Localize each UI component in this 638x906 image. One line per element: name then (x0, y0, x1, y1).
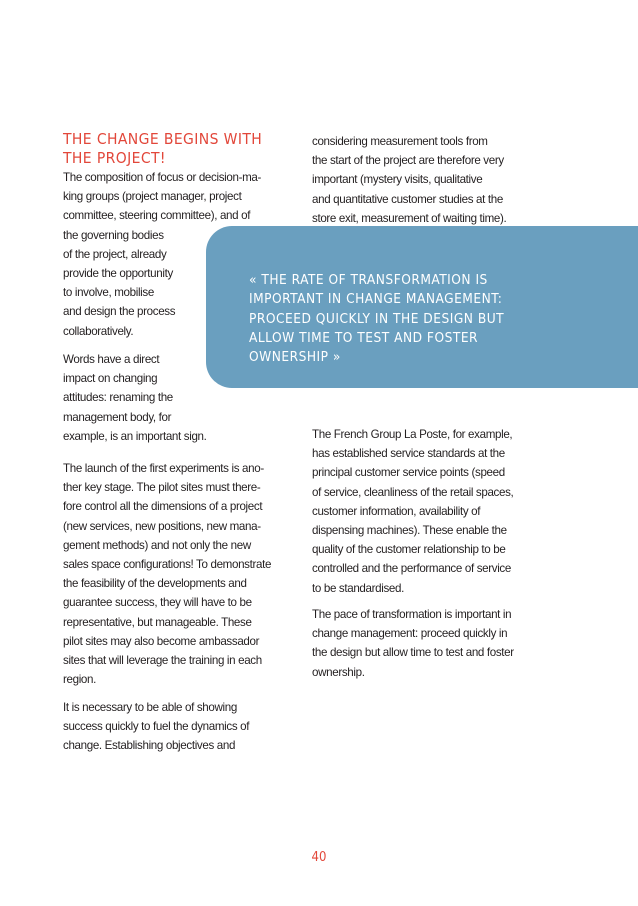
text-line: change. Establishing objectives and (63, 739, 236, 753)
text-line: ownership. (312, 665, 365, 679)
text-line: sites that will leverage the training in each (63, 654, 262, 668)
text-line: collaboratively. (63, 324, 134, 338)
page-number: 40 (311, 850, 327, 865)
quote-line: « THE RATE OF TRANSFORMATION IS (249, 272, 488, 288)
quote-line: PROCEED QUICKLY IN THE DESIGN BUT (249, 310, 505, 327)
text-line: success quickly to fuel the dynamics of (63, 720, 250, 734)
left-paragraph-words (63, 350, 207, 446)
text-line: (new services, new positions, new mana- (63, 519, 261, 533)
text-line: the start of the project are therefore very (312, 154, 504, 168)
pull-quote (249, 271, 504, 367)
text-line: store exit, measurement of waiting time). (312, 211, 507, 225)
text-line: provide the opportunity (63, 267, 173, 281)
quote-line: ALLOW TIME TO TEST AND FOSTER (249, 329, 479, 346)
text-line: committee, steering committee), and of (63, 209, 251, 223)
text-line: ther key stage. The pilot sites must there- (63, 481, 261, 495)
quote-line: OWNERSHIP » (249, 349, 341, 366)
text-line: quality of the customer relationship to be (312, 543, 506, 557)
quote-line: IMPORTANT IN CHANGE MANAGEMENT: (249, 291, 503, 308)
text-line: change management: proceed quickly in (312, 627, 508, 641)
text-line: representative, but manageable. These (63, 615, 252, 629)
text-line: pilot sites may also become ambassador (63, 634, 260, 648)
text-line: It is necessary to be able of showing (63, 701, 237, 714)
text-line: controlled and the performance of service (312, 562, 511, 576)
text-line: the design but allow time to test and foster (312, 646, 514, 660)
text-line: example, is an important sign. (63, 429, 207, 443)
text-line: considering measurement tools from (312, 135, 488, 148)
right-paragraph-measurement (312, 132, 506, 228)
text-line: king groups (project manager, project (63, 190, 242, 204)
text-line: principal customer service points (speed (312, 466, 505, 480)
right-paragraph-la-poste (312, 425, 513, 598)
left-paragraph-launch (63, 459, 271, 689)
text-line: Words have a direct (63, 353, 160, 366)
text-line: guarantee success, they will have to be (63, 596, 252, 610)
left-paragraph-showing-success (63, 698, 249, 756)
text-line: management body, for (63, 410, 172, 424)
text-line: the feasibility of the developments and (63, 577, 247, 591)
text-line: of the project, already (63, 247, 167, 261)
text-line: customer information, availability of (312, 504, 481, 518)
text-line: The pace of transformation is important in (312, 608, 512, 621)
text-line: and quantitative customer studies at the (312, 192, 503, 206)
text-line: important (mystery visits, qualitative (312, 173, 483, 187)
text-line: the governing bodies (63, 228, 164, 242)
section-heading (63, 130, 293, 168)
text-line: The composition of focus or decision-ma- (63, 171, 261, 184)
text-line: dispensing machines). These enable the (312, 524, 507, 538)
text-line: to be standardised. (312, 581, 404, 595)
text-line: gement methods) and not only the new (63, 538, 251, 552)
text-line: and design the process (63, 305, 176, 319)
text-line: to involve, mobilise (63, 286, 154, 300)
right-paragraph-pace (312, 605, 514, 682)
heading-line: THE CHANGE BEGINS WITH (63, 130, 263, 148)
text-line: impact on changing (63, 372, 158, 386)
heading-line: THE PROJECT! (63, 149, 166, 167)
text-line: The French Group La Poste, for example, (312, 428, 513, 441)
text-line: region. (63, 673, 96, 687)
text-line: fore control all the dimensions of a project (63, 500, 263, 514)
text-line: of service, cleanliness of the retail spaces, (312, 485, 514, 499)
text-line: The launch of the first experiments is ano- (63, 462, 264, 475)
text-line: has established service standards at the (312, 447, 505, 461)
text-line: sales space configurations! To demonstrate (63, 558, 272, 572)
text-line: attitudes: renaming the (63, 391, 173, 405)
